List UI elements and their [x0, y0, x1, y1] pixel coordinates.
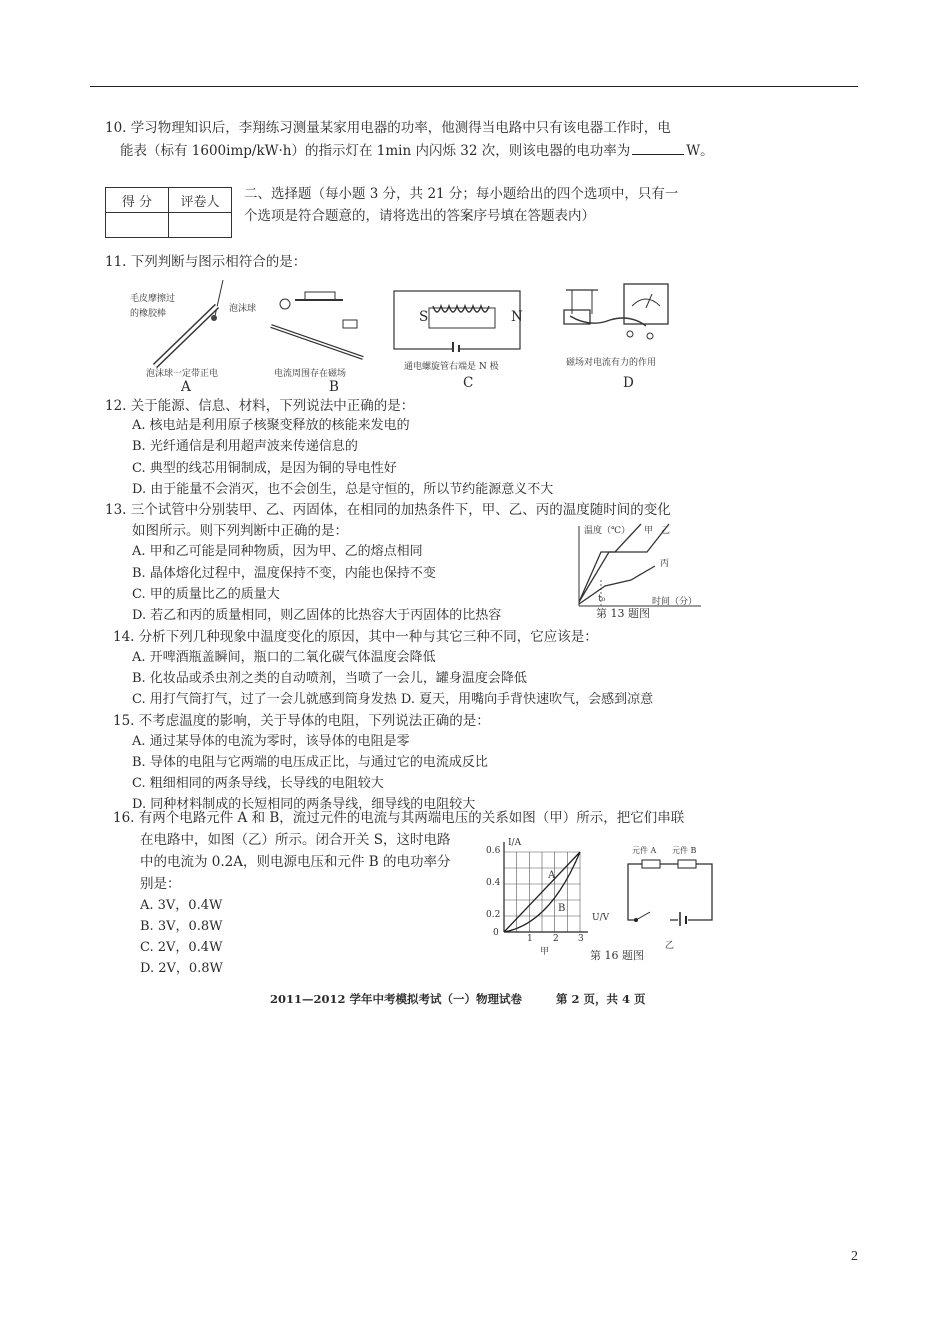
- score-table: [105, 187, 232, 238]
- q13-option-a: A. 甲和乙可能是同种物质，因为甲、乙的熔点相同: [132, 544, 423, 559]
- q16-label-yi: 乙: [665, 941, 675, 951]
- q16-ylabel: I/A: [508, 838, 522, 848]
- q16-ytick-0.2: 0.2: [486, 910, 501, 920]
- q16-element-b: [678, 860, 696, 868]
- figD-drawing: [560, 280, 672, 350]
- q16-xlabel: U/V: [592, 913, 610, 923]
- figD-meter: [624, 284, 668, 324]
- q14-option-cd: C. 用打气筒打气，过了一会儿就感到筒身发热 D. 夏天，用嘴向手背快速吹气，会感到凉意: [132, 692, 654, 707]
- q13-option-b: B. 晶体熔化过程中，温度保持不变，内能也保持不变: [132, 566, 436, 581]
- figC-battery-gap: [454, 348, 458, 352]
- q14-option-a: A. 开啤酒瓶盖瞬间，瓶口的二氧化碳气体温度会降低: [132, 650, 436, 665]
- q13-label-jia: 甲: [644, 526, 654, 536]
- q16-label-jia: 甲: [540, 947, 550, 957]
- figB-caption: 电流周围存在磁场: [274, 369, 347, 379]
- figA-label1: 毛皮摩擦过: [130, 294, 176, 304]
- q16-caption: 第 16 题图: [590, 949, 644, 962]
- q16-option-c: C. 2V，0.4W: [140, 940, 223, 955]
- section2-instructions: 个选项是符合题意的，请将选出的答案序号填在答题表内）: [244, 208, 595, 224]
- figA-rod-inner: [155, 306, 217, 366]
- figA-ball-label: 泡沫球: [229, 304, 257, 314]
- header-rule: [90, 86, 858, 87]
- q16-line3: 中的电流为 0.2A，则电源电压和元件 B 的电功率分: [140, 854, 451, 870]
- q16-option-d: D. 2V，0.8W: [140, 961, 223, 976]
- q13-option-c: C. 甲的质量比乙的质量大: [132, 587, 280, 602]
- figB-wire-inner: [271, 326, 363, 358]
- figC-s-label: S: [419, 309, 429, 325]
- figB-terminal: [280, 299, 290, 309]
- figD-meter-scale: [632, 299, 660, 306]
- q16-element-a: [642, 860, 660, 868]
- q16-ytick-0.4: 0.4: [486, 878, 501, 888]
- q16-xtick-3: 3: [578, 934, 584, 944]
- q12-option-d: D. 由于能量不会消灭，也不会创生，总是守恒的，所以节约能源意义不大: [132, 482, 554, 497]
- q15-option-a: A. 通过某导体的电流为零时，该导体的电阻是零: [132, 734, 410, 749]
- q16-ytick-0: 0: [493, 928, 499, 938]
- q13-line1: 13. 三个试管中分别装甲、乙、丙固体，在相同的加热条件下，甲、乙、丙的温度随时间的变化: [105, 502, 671, 518]
- q13-t0: t₀: [598, 594, 606, 604]
- grader-cell: [169, 213, 232, 238]
- figB-drawing: [265, 286, 370, 364]
- q16-line2: 在电路中，如图（乙）所示。闭合开关 S，这时电路: [140, 832, 451, 848]
- q10-answer-blank: [632, 154, 684, 155]
- q16-line4: 别是：: [140, 876, 181, 892]
- figB-compass: [343, 320, 357, 328]
- figD-meter-needle: [646, 294, 652, 308]
- q13-option-d: D. 若乙和丙的质量相同，则乙固体的比热容大于丙固体的比热容: [132, 608, 502, 623]
- figA-drawing: [145, 278, 235, 373]
- q14-option-b: B. 化妆品或杀虫剂之类的自动喷剂，当喷了一会儿，罐身温度会降低: [132, 671, 527, 686]
- q13-label-bing: 丙: [660, 559, 670, 569]
- q13-caption: 第 13 题图: [596, 607, 650, 620]
- figA-ball: [211, 315, 217, 321]
- figC-caption: 通电螺旋管右端是 N 极: [404, 362, 499, 372]
- q15-option-d: D. 同种材料制成的长短相同的两条导线，细导线的电阻较大: [132, 797, 476, 812]
- q12-option-b: B. 光纤通信是利用超声波来传递信息的: [132, 439, 358, 454]
- figC-drawing: [393, 290, 523, 352]
- figD-switch-b: [647, 333, 653, 339]
- q16-element-a-label: 元件 A: [632, 846, 657, 855]
- figD-caption: 磁场对电流有力的作用: [566, 358, 657, 368]
- figD-switch-a: [627, 331, 633, 337]
- figA-letter: A: [181, 379, 191, 395]
- q15-option-b: B. 导体的电阻与它两端的电压成正比，与通过它的电流成反比: [132, 755, 488, 770]
- q10-line1: 10. 学习物理知识后，李翔练习测量某家用电器的功率，他测得当电路中只有该电器工作时，电: [105, 120, 671, 136]
- q16-line1: 16. 有两个电路元件 A 和 B，流过元件的电流与其两端电压的关系如图（甲）所示，把它们串联: [113, 810, 685, 826]
- q15-option-c: C. 粗细相同的两条导线，长导线的电阻较大: [132, 776, 384, 791]
- q16-label-a: A: [548, 870, 556, 881]
- figA-caption: 泡沫球一定带正电: [146, 369, 219, 379]
- grader-header: 评卷人: [169, 188, 232, 213]
- q10-unit: W。: [686, 143, 714, 159]
- footer-page-info: 第 2 页，共 4 页: [556, 992, 646, 1006]
- q16-option-b: B. 3V，0.8W: [140, 919, 223, 934]
- q12-option-a: A. 核电站是利用原子核聚变释放的核能来发电的: [132, 418, 410, 433]
- q16-ytick-0.6: 0.6: [486, 846, 501, 856]
- figA-label2: 的橡胶棒: [130, 309, 167, 319]
- q16-circuit: [624, 854, 716, 926]
- figC-n-label: N: [511, 309, 523, 325]
- section2-title: 二、选择题（每小题 3 分，共 21 分；每小题给出的四个选项中，只有一: [244, 186, 679, 202]
- q16-switch-gap: [634, 916, 670, 924]
- q13-label-yi: 乙: [661, 526, 671, 536]
- figB-compass-top: [305, 292, 335, 300]
- score-header: 得 分: [106, 188, 169, 213]
- footer-exam-title: 2011—2012 学年中考模拟考试（一）物理试卷: [270, 992, 523, 1006]
- score-cell: [106, 213, 169, 238]
- q15-stem: 15. 不考虑温度的影响，关于导体的电阻，下列说法正确的是：: [113, 713, 490, 729]
- q16-circuit-loop: [628, 864, 712, 920]
- q14-stem: 14. 分析下列几种现象中温度变化的原因，其中一种与其它三种不同，它应该是：: [113, 629, 598, 645]
- q13-ylabel: 温度（℃）: [584, 526, 631, 536]
- figC-letter: C: [463, 375, 474, 391]
- q12-stem: 12. 关于能源、信息、材料，下列说法中正确的是：: [105, 398, 415, 414]
- q16-xtick-1: 1: [527, 934, 533, 944]
- q16-label-b: B: [558, 903, 566, 914]
- q10-line2-text: 能表（标有 1600imp/kW·h）的指示灯在 1min 内闪烁 32 次，则该电器的电功率为: [120, 143, 631, 159]
- q11-stem: 11. 下列判断与图示相符合的是：: [105, 254, 307, 270]
- page-number: 2: [851, 1249, 858, 1264]
- q13-line2: 如图所示。则下列判断中正确的是：: [132, 523, 348, 539]
- q13-line-bing: [579, 566, 655, 604]
- q16-element-b-label: 元件 B: [672, 846, 697, 855]
- figB-letter: B: [329, 379, 339, 395]
- q12-option-c: C. 典型的线芯用铜制成，是因为铜的导电性好: [132, 461, 397, 476]
- q13-xlabel: 时间（分）: [652, 597, 698, 607]
- q16-xtick-2: 2: [553, 934, 559, 944]
- q16-option-a: A. 3V，0.4W: [140, 898, 223, 913]
- q10-line2: [120, 141, 714, 161]
- figD-letter: D: [623, 375, 634, 391]
